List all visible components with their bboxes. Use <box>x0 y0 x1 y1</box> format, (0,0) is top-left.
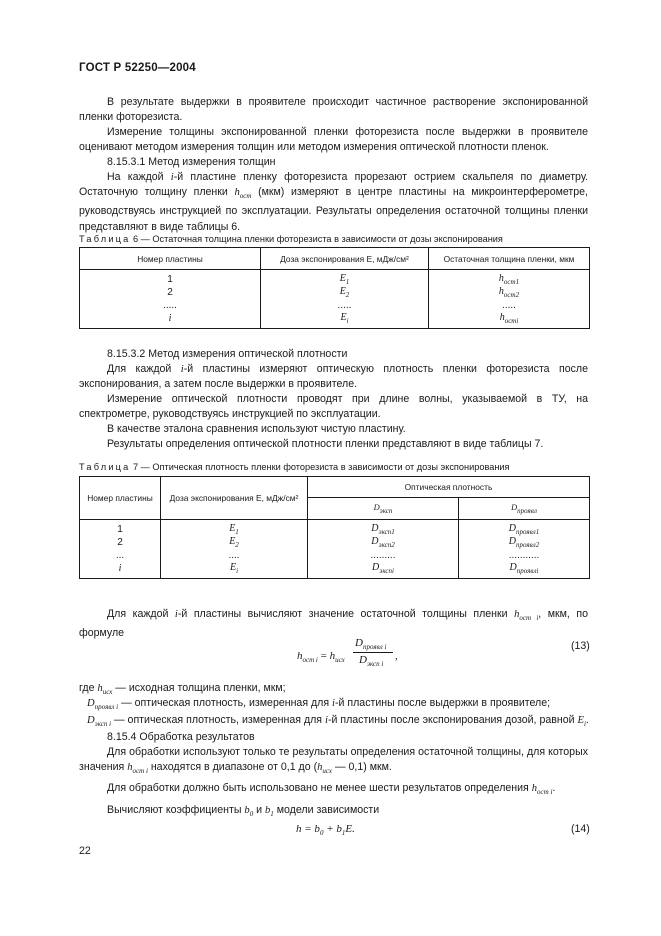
table-row: i $E_i$ $h_{остi}$ <box>80 312 590 329</box>
table-6-caption: Таблица 6 — Остаточная толщина пленки фоторезиста в зависимости от дозы экспонирования <box>79 234 503 244</box>
table-7-caption: Таблица 7 — Оптическая плотность пленки фоторезиста в зависимости от дозы экспонирования <box>79 462 510 472</box>
paragraph-results-table7: Результаты определения оптической плотности пленки представляют в виде таблицы 7. <box>107 438 544 450</box>
fraction-bar <box>353 652 393 653</box>
paragraph-thickness-measurement: На каждой i-й пластине пленку фоторезиста прорезают острием скальпеля по диаметру. Остаточную толщину пленки $h_{ост}$ (мкм) измеряют в центре пластины на микроинтерферометре, руководствуясь инструкцией по эксплуатации. Результаты определения остаточной толщины пленки представляют в виде таблицы 6. <box>79 171 588 233</box>
table-7-subheader: $D_{эксп}$ <box>308 498 459 520</box>
equation-number-14: (14) <box>571 823 590 835</box>
paragraph-thickness-methods: Измерение толщины экспонированной пленки фоторезиста после выдержки в проявителе оценивают методом измерения толщин или методом измерения оптической плотности пленок. <box>79 126 588 154</box>
where-d-eksp: $D_{эксп i}$ — оптическая плотность, измеренная для i-й пластины после экспонирования дозой, равной $E_i$. <box>87 714 589 728</box>
formula-14: $h = b_0 + b_1E$. <box>296 823 355 837</box>
section-8-15-3-2-title: 8.15.3.2 Метод измерения оптической плотности <box>107 348 348 360</box>
table-6-header: Остаточная толщина пленки, мкм <box>429 248 590 270</box>
table-row: 1 $E_1$ $h_{ост1}$ <box>80 270 590 287</box>
table-7-subheader: $D_{проявл}$ <box>459 498 590 520</box>
table-7 <box>79 476 590 579</box>
table-row: i $E_i$ $D_{экспi}$ $D_{проявлi}$ <box>80 562 590 579</box>
section-8-15-4-title: 8.15.4 Обработка результатов <box>107 731 255 743</box>
table-row: 2 $E_2$ $h_{ост2}$ <box>80 286 590 299</box>
where-h-isx: где $h_{исх}$ — исходная толщина пленки, мкм; <box>79 682 286 696</box>
table-7-header: Доза экспонирования E, мДж/см² <box>161 477 308 520</box>
table-row: 1 $E_1$ $D_{эксп1}$ $D_{проявл1}$ <box>80 520 590 537</box>
paragraph-residual-formula-intro: Для каждой i-й пластины вычисляют значение остаточной толщины пленки $h_{ост i}$, мкм, по формуле <box>79 608 588 640</box>
paragraph-reference: В качестве эталона сравнения используют чистую пластину. <box>107 423 406 435</box>
table-7-header: Оптическая плотность <box>308 477 590 498</box>
section-8-15-3-1-title: 8.15.3.1 Метод измерения толщин <box>107 156 276 168</box>
paragraph-min-results: Для обработки должно быть использовано не менее шести результатов определения $h_{ост i}$. <box>107 782 556 796</box>
paragraph-processing-range: Для обработки используют только те результаты определения остаточной толщины, для которых значения $h_{ост i}$ находятся в диапазоне от 0,1 до ($h_{исх}$ — 0,1) мкм. <box>79 746 588 776</box>
table-7-header: Номер пластины <box>80 477 161 520</box>
table-row: ..... ..... ..... <box>80 299 590 312</box>
paragraph-wavelength: Измерение оптической плотности проводят при длине волны, указываемой в ТУ, на спектрометре, руководствуясь инструкцией по эксплуатации. <box>79 393 588 421</box>
paragraph-dissolution: В результате выдержки в проявителе происходит частичное растворение экспонированной пленки фоторезиста. <box>79 96 588 124</box>
where-d-proyavl: $D_{проявл i}$ — оптическая плотность, измеренная для i-й пластины после выдержки в проявителе; <box>87 697 551 711</box>
table-6 <box>79 247 590 329</box>
table-6-header: Доза экспонирования E, мДж/см² <box>261 248 429 270</box>
equation-number-13: (13) <box>571 640 590 652</box>
paragraph-coefficients: Вычисляют коэффициенты $b_0$ и $b_1$ модели зависимости <box>107 804 380 818</box>
document-header: ГОСТ Р 52250—2004 <box>79 62 196 74</box>
table-6-header: Номер пластины <box>80 248 261 270</box>
table-row: ... .... ......... ........... <box>80 549 590 562</box>
page-number: 22 <box>79 845 91 857</box>
paragraph-optical-measurement: Для каждой i-й пластины измеряют оптическую плотность пленки фоторезиста после экспонирования, а затем после выдержки в проявителе. <box>79 363 588 391</box>
table-row: 2 $E_2$ $D_{эксп2}$ $D_{проявл2}$ <box>80 536 590 549</box>
